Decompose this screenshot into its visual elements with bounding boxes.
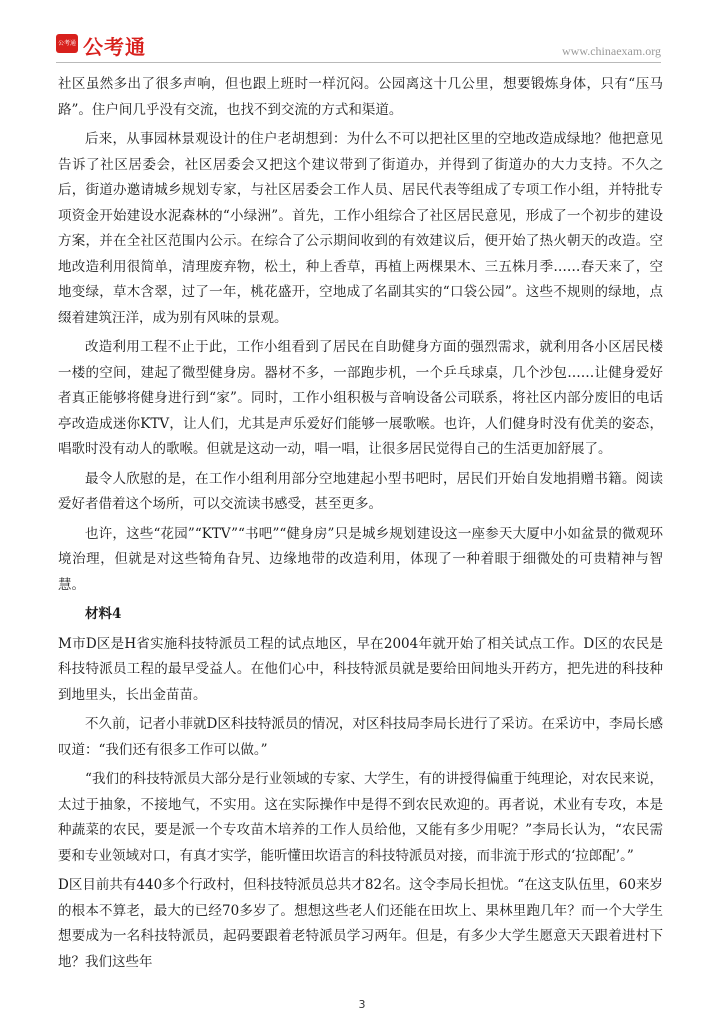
page-number: 3 (358, 998, 366, 1011)
logo-badge: 公考通 (56, 34, 78, 53)
paragraph: 改造利用工程不止于此，工作小组看到了居民在自助健身方面的强烈需求，就利用各小区居民楼一楼的空间，建起了微型健身房。器材不多，一部跑步机，一个乒乓球桌，几个沙包……让健身爱好者真正能够将健身进行到“家”。同时，工作小组积极与音响设备公司联系，将社区内部分废旧的电话亭改造成迷你KTV，让人们，尤其是声乐爱好们能够一展歌喉。也许，人们健身时没有优美的姿态，唱歌时没有动人的歌喉。但就是这动一动，唱一唱，让很多居民觉得自己的生活更加舒展了。 (58, 339, 663, 457)
paragraph: 最令人欣慰的是，在工作小组利用部分空地建起小型书吧时，居民们开始自发地捐赠书籍。阅读爱好者借着这个场所，可以交流读书感受，甚至更多。 (58, 470, 663, 512)
paragraph: M市D区是H省实施科技特派员工程的试点地区，早在2004年就开始了相关试点工作。D区的农民是科技特派员工程的最早受益人。在他们心中，科技特派员就是要给田间地头开药方，把先进的科技种到地里头，长出金苗苗。 (58, 635, 663, 703)
page-header (0, 0, 724, 70)
logo-text: 公考通 (83, 35, 146, 59)
header-divider (56, 62, 661, 63)
document-body (58, 72, 663, 979)
paragraph: 后来，从事园林景观设计的住户老胡想到：为什么不可以把社区里的空地改造成绿地？他把意见告诉了社区居委会，社区居委会又把这个建议带到了街道办，并得到了街道办的大力支持。不久之后，街道办邀请城乡规划专家，与社区居委会工作人员、居民代表等组成了专项工作小组，并特批专项资金开始建设水泥森林的“小绿洲”。首先，工作小组综合了社区居民意见，形成了一个初步的建设方案，并在全社区范围内公示。在综合了公示期间收到的有效建议后，便开始了热火朝天的改造。空地改造利用很简单，清理废弃物，松土，种上香草，再植上两棵果木、三五株月季……春天来了，空地变绿，草木含翠，过了一年，桃花盛开，空地成了名副其实的“口袋公园”。这些不规则的绿地，点缀着建筑汪洋，成为别有风味的景观。 (58, 131, 663, 326)
paragraph: 社区虽然多出了很多声响，但也跟上班时一样沉闷。公园离这十几公里，想要锻炼身体，只有“压马路”。住户间几乎没有交流，也找不到交流的方式和渠道。 (58, 76, 663, 118)
paragraph: “我们的科技特派员大部分是行业领域的专家、大学生，有的讲授得偏重于纯理论，对农民来说，太过于抽象，不接地气，不实用。这在实际操作中是得不到农民欢迎的。再者说，术业有专攻，本是种蔬菜的农民，要是派一个专攻苗木培养的工作人员给他，又能有多少用呢？”李局长认为，“农民需要和专业领域对口，有真才实学，能听懂田坎语言的科技特派员对接，而非流于形式的‘拉郎配’。” (58, 771, 663, 864)
paragraph: 不久前，记者小菲就D区科技特派员的情况，对区科技局李局长进行了采访。在采访中，李局长感叹道：“我们还有很多工作可以做。” (58, 716, 663, 758)
section-heading: 材料4 (85, 606, 122, 622)
site-url: www.chinaexam.org (562, 44, 661, 58)
paragraph: 也许，这些“花园”“KTV”“书吧”“健身房”只是城乡规划建设这一座参天大厦中小如盆景的微观环境治理，但就是对这些犄角旮旯、边缘地带的改造利用，体现了一种着眼于细微处的可贵精神与智慧。 (58, 525, 663, 593)
paragraph: D区目前共有440多个行政村，但科技特派员总共才82名。这令李局长担忧。“在这支队伍里，60来岁的根本不算老，最大的已经70多岁了。想想这些老人们还能在田坎上、果林里跑几年？而一个大学生想要成为一名科技特派员，起码要跟着老特派员学习两年。但是，有多少大学生愿意天天跟着进村下地？我们这些年 (58, 877, 663, 970)
